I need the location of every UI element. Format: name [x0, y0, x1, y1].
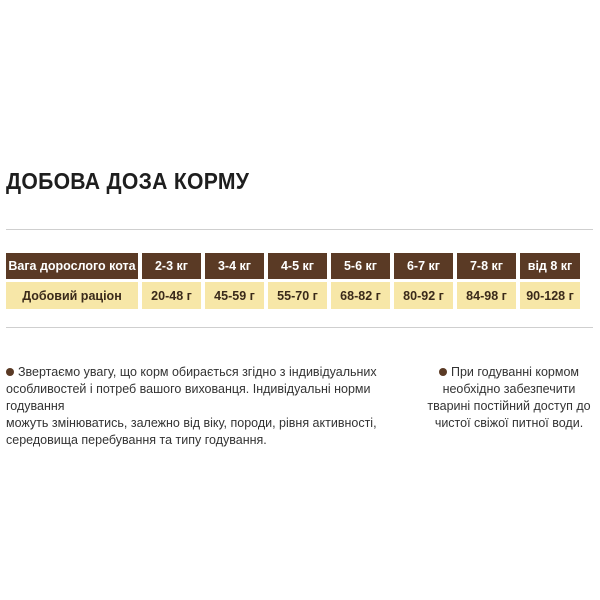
note-line: особливостей і потреб вашого вихованця. Індивідуальні норми годування — [6, 382, 371, 413]
ration-5-6: 68-82 г — [331, 282, 390, 309]
water-note — [420, 364, 598, 432]
ration-8-plus: 90-128 г — [520, 282, 580, 309]
ration-4-5: 55-70 г — [268, 282, 327, 309]
page-title: ДОБОВА ДОЗА КОРМУ — [6, 168, 250, 194]
note-text: Звертаємо увагу, що корм обирається згідно з індивідуальних — [18, 365, 377, 379]
note-line: тварині постійний доступ до — [427, 399, 591, 413]
header-weight-4-5: 4-5 кг — [268, 253, 327, 279]
ration-3-4: 45-59 г — [205, 282, 264, 309]
bullet-icon — [6, 368, 14, 376]
header-weight-2-3: 2-3 кг — [142, 253, 201, 279]
header-weight-3-4: 3-4 кг — [205, 253, 264, 279]
header-weight-7-8: 7-8 кг — [457, 253, 516, 279]
divider-bottom — [6, 327, 593, 328]
header-weight-6-7: 6-7 кг — [394, 253, 453, 279]
feeding-table — [6, 253, 580, 309]
header-weight-8-plus: від 8 кг — [520, 253, 580, 279]
bullet-icon — [439, 368, 447, 376]
note-line: середовища перебування та типу годування. — [6, 433, 267, 447]
note-line — [6, 364, 416, 381]
note-line: можуть змінюватись, залежно від віку, породи, рівня активності, — [6, 416, 377, 430]
note-line: чистої свіжої питної води. — [434, 416, 584, 430]
divider-top — [6, 229, 593, 230]
ration-2-3: 20-48 г — [142, 282, 201, 309]
row-ration-label: Добовий раціон — [6, 282, 138, 309]
ration-7-8: 84-98 г — [457, 282, 516, 309]
ration-6-7: 80-92 г — [394, 282, 453, 309]
note-line: необхідно забезпечити — [442, 382, 576, 396]
note-line — [420, 364, 598, 381]
note-text: При годуванні кормом — [450, 365, 580, 379]
feeding-note — [6, 364, 416, 449]
header-weight-5-6: 5-6 кг — [331, 253, 390, 279]
header-weight-label: Вага дорослого кота — [6, 253, 138, 279]
